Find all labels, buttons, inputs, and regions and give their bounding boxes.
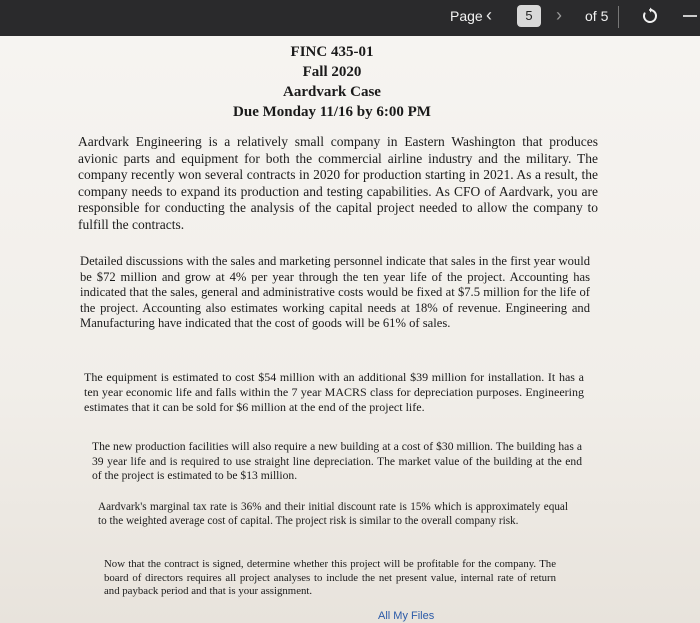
term: Fall 2020 (302, 64, 362, 80)
minimize-icon[interactable] (683, 15, 697, 17)
paragraph-building: The new production facilities will also require a new building at a cost of $30 million. The building has a 39 year life and is required to use straight line depreciation. The market value of the building at the end of the project is estimated to be $13 million. (92, 440, 582, 482)
paragraph-assignment: Now that the contract is signed, determine whether this project will be profitable for the company. The board of directors requires all project analyses to include the net present value, internal rate of return and payback period and that is your assignment. (104, 558, 556, 597)
document-header (0, 42, 700, 122)
pdf-toolbar (0, 0, 700, 36)
paragraph-tax: Aardvark's marginal tax rate is 36% and their initial discount rate is 15% which is approximately equal to the weighted average cost of capital. The project risk is similar to the overall company risk. (98, 501, 568, 527)
case-title: Aardvark Case (283, 84, 381, 100)
paragraph-equipment: The equipment is estimated to cost $54 million with an additional $39 million for installation. It has a ten year economic life and falls within the 7 year MACRS class for depreciation purposes. Engineering estimates that it can be sold for $6 million at the end of the project life. (84, 370, 584, 414)
paragraph-sales: Detailed discussions with the sales and marketing personnel indicate that sales in the first year would be $72 million and grow at 4% per year through the ten year life of the project. Accounting has indicated that the sales, general and administrative costs would be fixed at $7.5 million for the life of the project. Accounting also estimates working capital needs at 18% of revenue. Engineering and Manufacturing have indicated that the cost of goods will be 61% of sales. (80, 254, 590, 330)
current-page-input[interactable]: 5 (517, 5, 541, 27)
toolbar-divider (618, 6, 619, 28)
next-page-button[interactable]: › (556, 5, 562, 25)
previous-page-button[interactable]: ‹ (486, 5, 492, 25)
page-count-label: of 5 (585, 8, 609, 24)
paragraph-intro: Aardvark Engineering is a relatively small company in Eastern Washington that produces avionic parts and equipment for both the commercial airline industry and the military. The company recently won several contracts in 2020 for production starting in 2021. As a result, the company needs to expand its production and testing capabilities. As CFO of Aardvark, you are responsible for conducting the analysis of the capital project needed to allow the company to fulfill the contracts. (78, 134, 598, 232)
due-date: Due Monday 11/16 by 6:00 PM (233, 104, 431, 120)
course-code: FINC 435-01 (290, 44, 374, 60)
all-my-files-link[interactable]: All My Files (378, 610, 435, 622)
document-page (0, 36, 700, 623)
page-label: Page (450, 8, 483, 24)
rotate-icon[interactable] (641, 7, 659, 25)
